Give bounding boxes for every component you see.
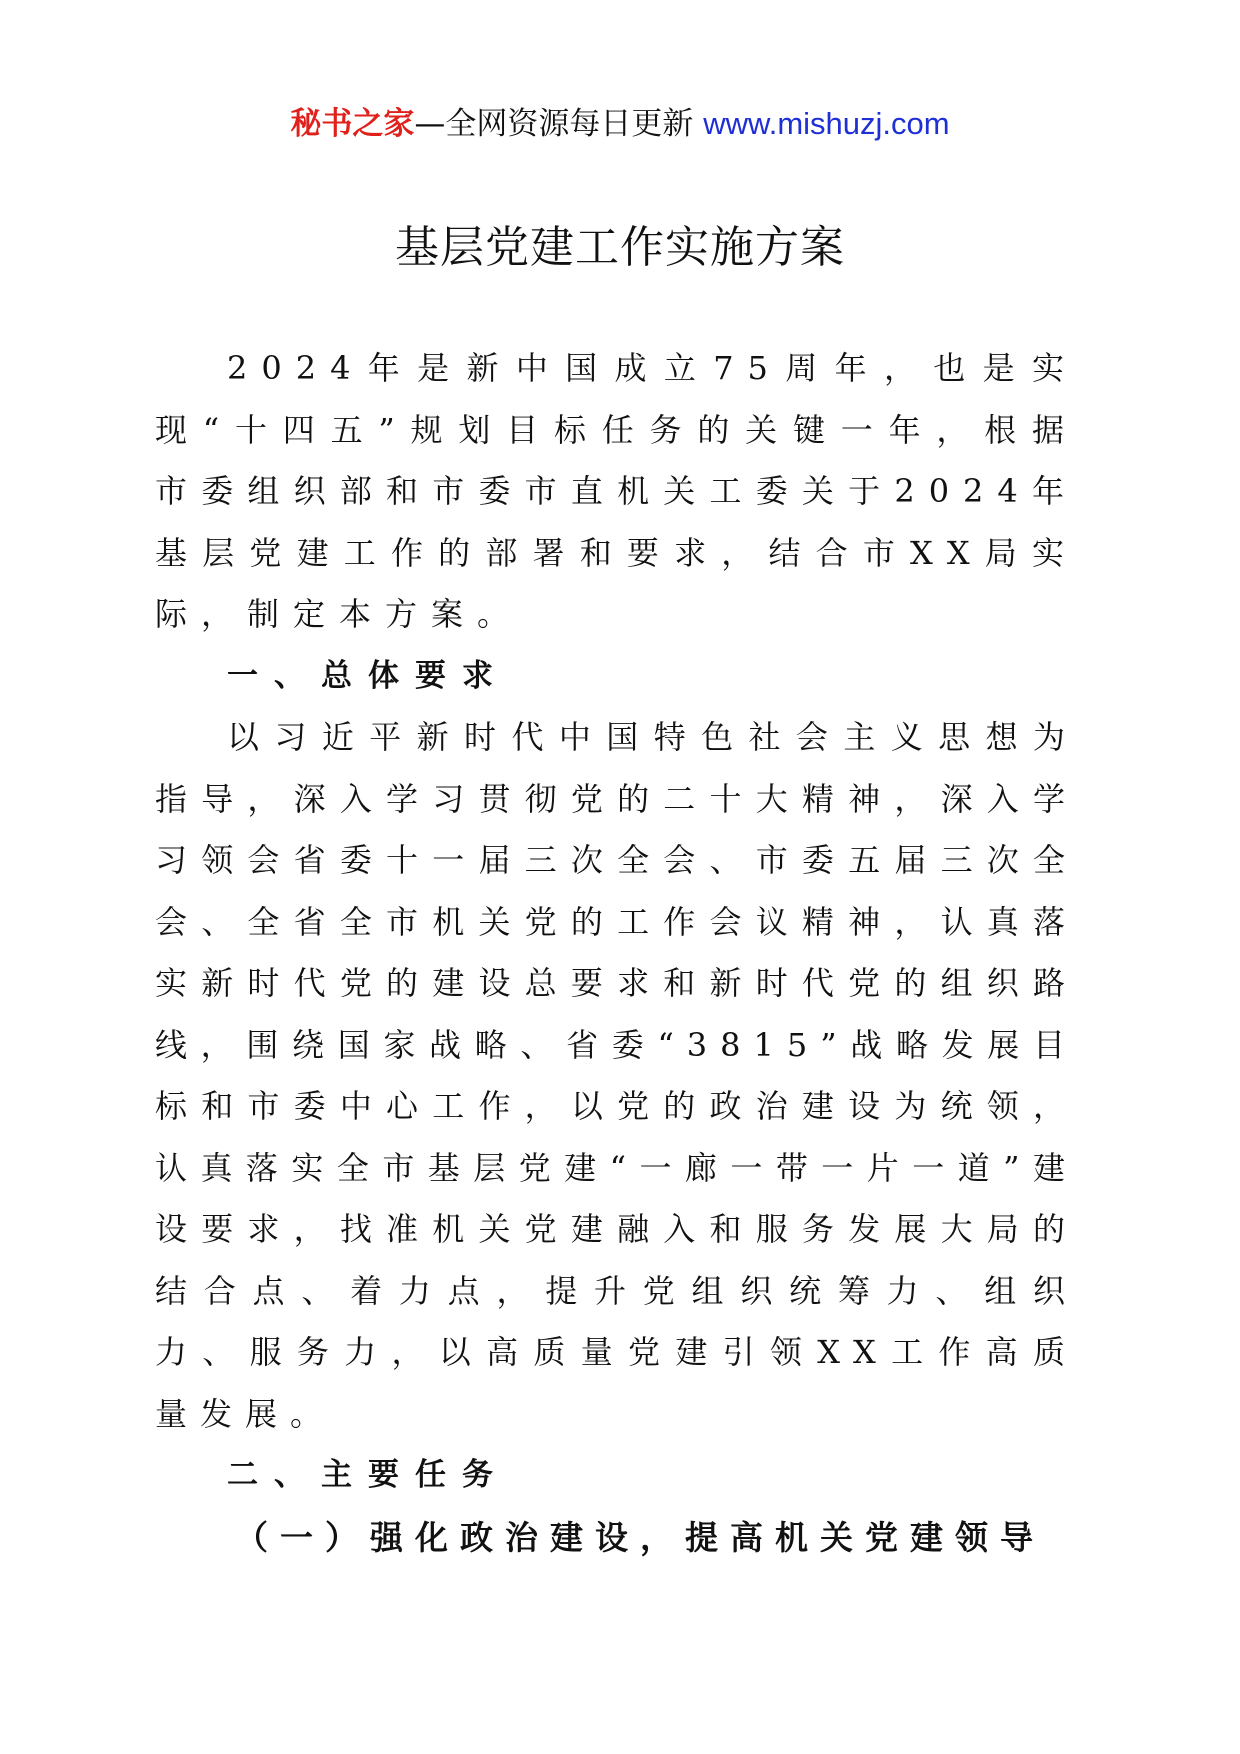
subsection-heading-political-building: （一）强化政治建设，提高机关党建领导 (235, 1517, 1045, 1557)
section-heading-main-tasks: 二、主要任务 (227, 1457, 509, 1493)
site-link[interactable]: www.mishuzj.com (703, 106, 950, 141)
brand-name: 秘书之家 (290, 106, 415, 142)
general-requirements-paragraph: 以习近平新时代中国特色社会主义思想为指导，深入学习贯彻党的二十大精神，深入学习领会省委十一届三次全会、市委五届三次全会、全省全市机关党的工作会议精神，认真落实新时代党的建设总要求和新时代党的组织路线，围绕国家战略、省委“3815”战略发展目标和市委中心工作，以党的政治建设为统领，认真落实全市基层党建“一廊一带一片一道”建设要求，找准机关党建融入和服务发展大局的结合点、着力点，提升党组织统筹力、组织力、服务力，以高质量党建引领XX工作高质量发展。 (155, 718, 1078, 1433)
section-heading-general-requirements: 一、总体要求 (227, 657, 509, 694)
document-title: 基层党建工作实施方案 (395, 222, 845, 273)
brand-slogan: —全网资源每日更新 (414, 106, 694, 142)
intro-paragraph: 2024年是新中国成立75周年，也是实现“十四五”规划目标任务的关键一年，根据市委组织部和市委市直机关工委关于2024年基层党建工作的部署和要求，结合市XX局实际，制定本方案。 (155, 349, 1078, 633)
document-body (155, 338, 1078, 1568)
site-header (0, 100, 1240, 148)
